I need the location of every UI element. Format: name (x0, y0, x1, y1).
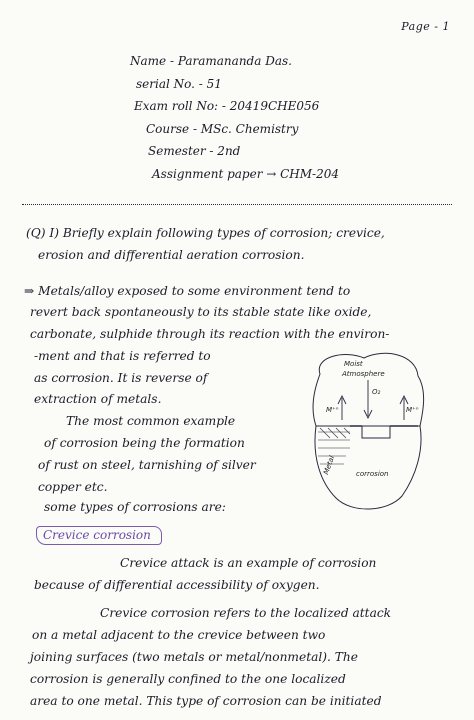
label-atmosphere: Atmosphere (342, 370, 385, 378)
label-moist: Moist (344, 360, 363, 368)
label-metal-ion-right: M⁺ⁿ (406, 406, 419, 414)
answer-line: some types of corrosions are: (44, 500, 226, 514)
question-line-1: (Q) I) Briefly explain following types of corrosion; crevice, (26, 226, 385, 240)
answer-line: ⇒ Metals/alloy exposed to some environment tend to (24, 284, 351, 298)
label-metal-ion-left: M⁺ⁿ (326, 406, 339, 414)
exam-roll-number: Exam roll No: - 20419CHE056 (134, 99, 320, 113)
answer-line: -ment and that is referred to (34, 349, 211, 363)
metal-ion-arrow-left (338, 396, 346, 420)
answer-line: of rust on steel, tarnishing of silver (38, 458, 256, 472)
corrosion-diagram-svg (306, 346, 428, 514)
student-name: Name - Paramananda Das. (130, 54, 292, 68)
dotted-separator (22, 204, 452, 205)
oxygen-arrow (364, 380, 372, 418)
serial-number: serial No. - 51 (136, 76, 222, 91)
semester: Semester - 2nd (148, 144, 241, 158)
crevice-gap (362, 426, 390, 438)
answer-line: of corrosion being the formation (44, 436, 245, 450)
answer-line: copper etc. (38, 480, 108, 494)
answer-line: The most common example (66, 414, 236, 428)
crevice-corrosion-heading: Crevice corrosion (36, 526, 162, 545)
page-number: Page - 1 (401, 20, 450, 33)
answer-line: carbonate, sulphide through its reaction with the environ- (30, 327, 390, 341)
course: Course - MSc. Chemistry (146, 121, 299, 136)
crevice-line: area to one metal. This type of corrosion can be initiated (30, 694, 382, 708)
crevice-line: joining surfaces (two metals or metal/nonmetal). The (30, 650, 358, 664)
crevice-line: Crevice attack is an example of corrosion (120, 556, 377, 570)
metal-hatching-diagonal (320, 428, 350, 438)
crevice-line: corrosion is generally confined to the one localized (30, 672, 346, 686)
label-oxygen: O₂ (372, 388, 381, 396)
answer-line: as corrosion. It is reverse of (34, 371, 208, 385)
label-metal: Metal (322, 454, 337, 476)
label-corrosion: corrosion (356, 470, 389, 478)
student-details (130, 50, 339, 185)
crevice-line: because of differential accessibility of oxygen. (34, 578, 320, 592)
question-line-2: erosion and differential aeration corrosion. (38, 248, 305, 262)
corrosion-diagram (306, 346, 428, 514)
crevice-line: Crevice corrosion refers to the localized attack (100, 606, 392, 620)
answer-line: extraction of metals. (34, 392, 162, 406)
crevice-line: on a metal adjacent to the crevice between two (32, 628, 326, 642)
assignment-paper: Assignment paper → CHM-204 (152, 166, 340, 181)
answer-line: revert back spontaneously to its stable state like oxide, (30, 305, 372, 319)
